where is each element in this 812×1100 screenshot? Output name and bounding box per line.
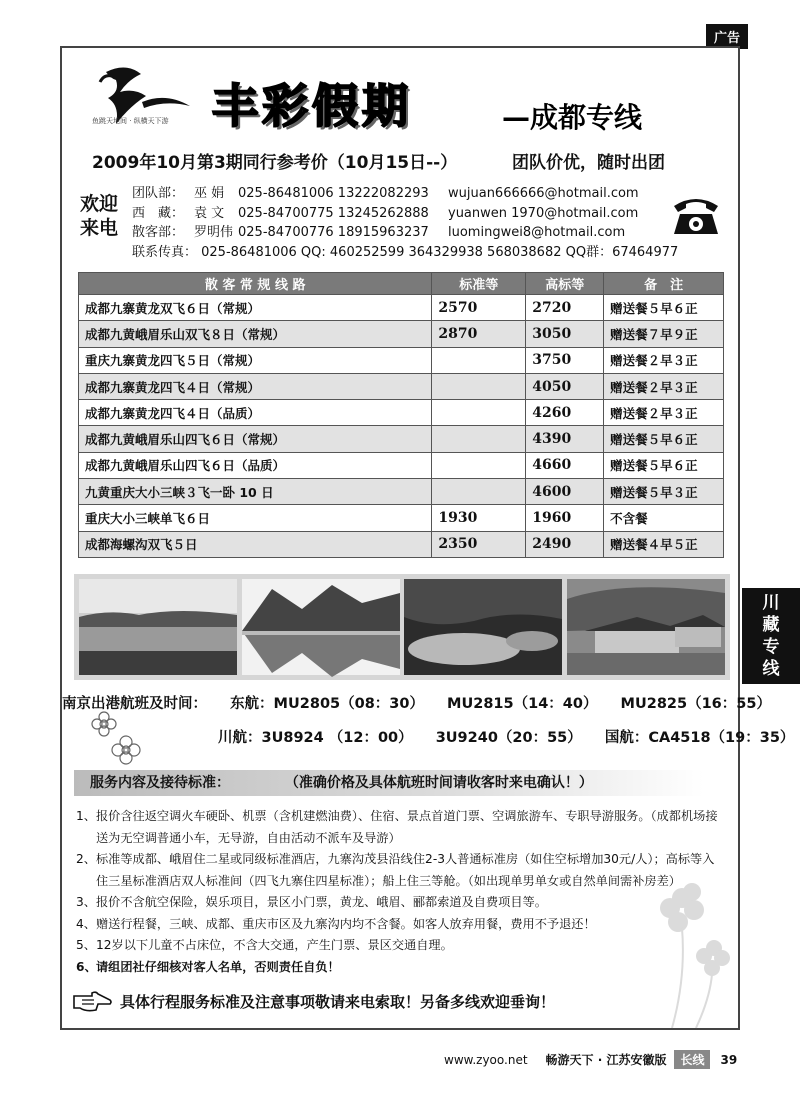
price-standard [432,373,526,399]
table-row [79,426,724,452]
flight-item: 3U9240（20：55） [435,730,582,746]
inquiry-note [72,990,555,1012]
service-number: 2、 [76,852,96,866]
price-premium: 1960 [526,505,604,531]
price-slogan: 团队价优，随时出团 [512,153,665,173]
telephone-icon [670,192,722,238]
table-header-row [79,273,724,295]
service-number: 1、 [76,809,96,823]
price-standard [432,479,526,505]
price-premium: 3050 [526,321,604,347]
welcome-line: 来电 [79,217,118,239]
temple-photo [567,579,725,675]
service-list [76,806,726,978]
logo-caption: 鱼跳天地间 · 纵横天下游 [92,117,169,125]
price-premium: 4600 [526,479,604,505]
contact-phones: 025-84700775 13245262888 [238,205,429,221]
service-number: 4、 [76,916,96,931]
side-tab-char: 藏 [762,615,780,635]
service-text: 赠送行程餐，三峡、成都、重庆市区及九寨沟内均不含餐。如客人放弃用餐，费用不予退还！ [96,916,596,931]
service-text: 12岁以下儿童不占床位，不含大交通，产生门票、景区交通自理。 [96,938,453,952]
service-item [76,806,726,849]
flight-row [62,692,789,713]
flight-row [218,726,812,747]
service-item [76,849,726,892]
route-name: 成都九黄峨眉乐山双飞８日（常规） [79,321,432,347]
contact-name: 巫 娟 [194,186,225,201]
route-note: 赠送餐５早６正 [604,295,724,321]
service-number: 3、 [76,895,96,909]
contact-name: 罗明伟 [194,225,234,240]
contact-phones: 025-84700776 18915963237 [238,225,429,240]
route-name: 重庆九寨黄龙四飞５日（常规） [79,347,432,373]
service-text: 报价不含航空保险，娱乐项目，景区小门票，黄龙、峨眉、郦都索道及自费项目等。 [96,895,547,909]
price-premium: 2720 [526,295,604,321]
price-premium: 3750 [526,347,604,373]
ad-frame [60,46,795,1030]
service-confirm-note: （准确价格及具体航班时间请收客时来电确认！） [284,775,593,791]
table-row [79,452,724,478]
service-number: 5、 [76,938,96,952]
flower-doodle-icon [86,708,146,768]
contact-row [132,184,678,204]
service-header-bar [74,770,704,796]
price-premium: 4260 [526,400,604,426]
price-standard: 2570 [432,295,526,321]
route-name: 成都九黄峨眉乐山四飞６日（品质） [79,452,432,478]
table-row [79,531,724,557]
price-standard [432,400,526,426]
route-note: 赠送餐５早６正 [604,426,724,452]
welcome-call [70,192,128,240]
inquiry-text: 具体行程服务标准及注意事项敬请来电索取！另备多线欢迎垂询！ [120,992,556,1011]
price-line [92,148,665,173]
service-item [76,914,726,936]
route-note: 赠送餐２早３正 [604,347,724,373]
website-link[interactable]: www.zyoo.net [444,1052,528,1067]
pointing-hand-icon [72,990,112,1012]
service-title: 服务内容及接待标准： [90,775,230,791]
service-text: 报价含往返空调火车硬卧、机票（含机建燃油费）、住宿、景点首道门票、空调旅游车、专职导游服务。（成都机场接送为无空调普通小车，无导游，自由活动不派车及导游） [96,809,718,845]
route-name: 九黄重庆大小三峡３飞一卧 10 日 [79,479,432,505]
contact-email[interactable]: wujuan666666@hotmail.com [448,186,639,201]
flight-item: MU2825（16：55） [620,696,771,712]
route-name: 成都九寨黄龙双飞６日（常规） [79,295,432,321]
route-price-table [78,272,724,558]
brand-title: 丰彩假期 [212,79,412,133]
table-row [79,400,724,426]
contact-name: 袁 文 [194,205,225,221]
flight-item: 国航：CA4518（19：35） [604,730,795,746]
header-note: 备 注 [604,273,724,295]
route-name: 成都九黄峨眉乐山四飞６日（常规） [79,426,432,452]
contact-dept: 团队部： [132,186,185,201]
header-standard: 标准等 [432,273,526,295]
table-row [79,505,724,531]
price-premium: 4660 [526,452,604,478]
service-text: 标准等成都、峨眉住二星或同级标准酒店，九寨沟茂县沿线住2-3人普通标准房（如住空标增加30元/人）；高标等入住三星标准酒店双人标准间（四飞九寨住四星标准）；船上住三等舱。（如出现单男单女或自然单间需补房差） [96,852,715,888]
fax-qq-line: 联系传真： 025-86481006 QQ: 460252599 364329938 568038682 QQ群：67464977 [132,244,679,260]
header-route: 散 客 常 规 线 路 [79,273,432,295]
route-note: 赠送餐７早９正 [604,321,724,347]
service-text: 请组团社仔细核对客人名单，否则责任自负！ [96,959,340,974]
price-premium: 4050 [526,373,604,399]
price-standard [432,426,526,452]
flight-item: 东航：MU2805（08：30） [230,696,424,712]
price-period: 2009年10月第3期同行参考价（10月15日--） [92,153,458,173]
route-name: 成都九寨黄龙四飞４日（常规） [79,373,432,399]
table-row [79,295,724,321]
contact-dept: 西 藏： [132,205,185,221]
price-standard: 2350 [432,531,526,557]
contact-lines [132,184,678,262]
section-tag: 长线 [674,1050,710,1069]
side-tab-char: 川 [762,593,780,613]
table-row [79,479,724,505]
table-row [79,347,724,373]
route-name: 重庆大小三峡单飞６日 [79,505,432,531]
price-standard: 1930 [432,505,526,531]
table-row [79,321,724,347]
route-note: 赠送餐５早３正 [604,479,724,505]
price-standard [432,347,526,373]
service-number: 6、 [76,959,97,974]
flight-item: 川航：3U8924 （12：00） [218,730,413,746]
side-tab-char: 线 [762,659,780,679]
page-footer [444,1050,737,1069]
price-standard: 2870 [432,321,526,347]
route-note: 不含餐 [604,505,724,531]
contact-phones: 025-86481006 13222082293 [238,186,429,201]
service-item [76,892,726,914]
forest-pond-photo [404,579,562,675]
price-premium: 4390 [526,426,604,452]
ad-tag: 广告 [706,24,748,49]
route-note: 赠送餐２早３正 [604,400,724,426]
table-row [79,373,724,399]
route-note: 赠送餐５早６正 [604,452,724,478]
header-premium: 高标等 [526,273,604,295]
side-tab-char: 专 [762,637,780,657]
contact-row [132,204,678,224]
flight-label: 南京出港航班及时间： [62,696,207,712]
contact-email[interactable]: luomingwei8@hotmail.com [448,225,626,240]
flight-item: MU2815（14：40） [447,696,598,712]
contact-email[interactable]: yuanwen 1970@hotmail.com [448,205,639,221]
service-item [76,935,726,957]
route-name: 成都海螺沟双飞５日 [79,531,432,557]
price-standard [432,452,526,478]
price-premium: 2490 [526,531,604,557]
contact-row [132,223,678,243]
route-name: 成都九寨黄龙四飞４日（品质） [79,400,432,426]
service-item [76,957,726,979]
header [62,48,738,140]
page-number: 39 [720,1052,738,1067]
publication-name: 畅游天下 · 江苏安徽版 [545,1053,667,1067]
route-note: 赠送餐４早５正 [604,531,724,557]
side-category-tab [742,588,800,684]
lake-photo [79,579,237,675]
route-note: 赠送餐２早３正 [604,373,724,399]
contact-dept: 散客部： [132,225,185,240]
welcome-line: 欢迎 [79,193,118,215]
brand-subtitle: —成都专线 [502,101,643,134]
photo-strip [74,574,730,680]
mountain-reflection-photo [242,579,400,675]
